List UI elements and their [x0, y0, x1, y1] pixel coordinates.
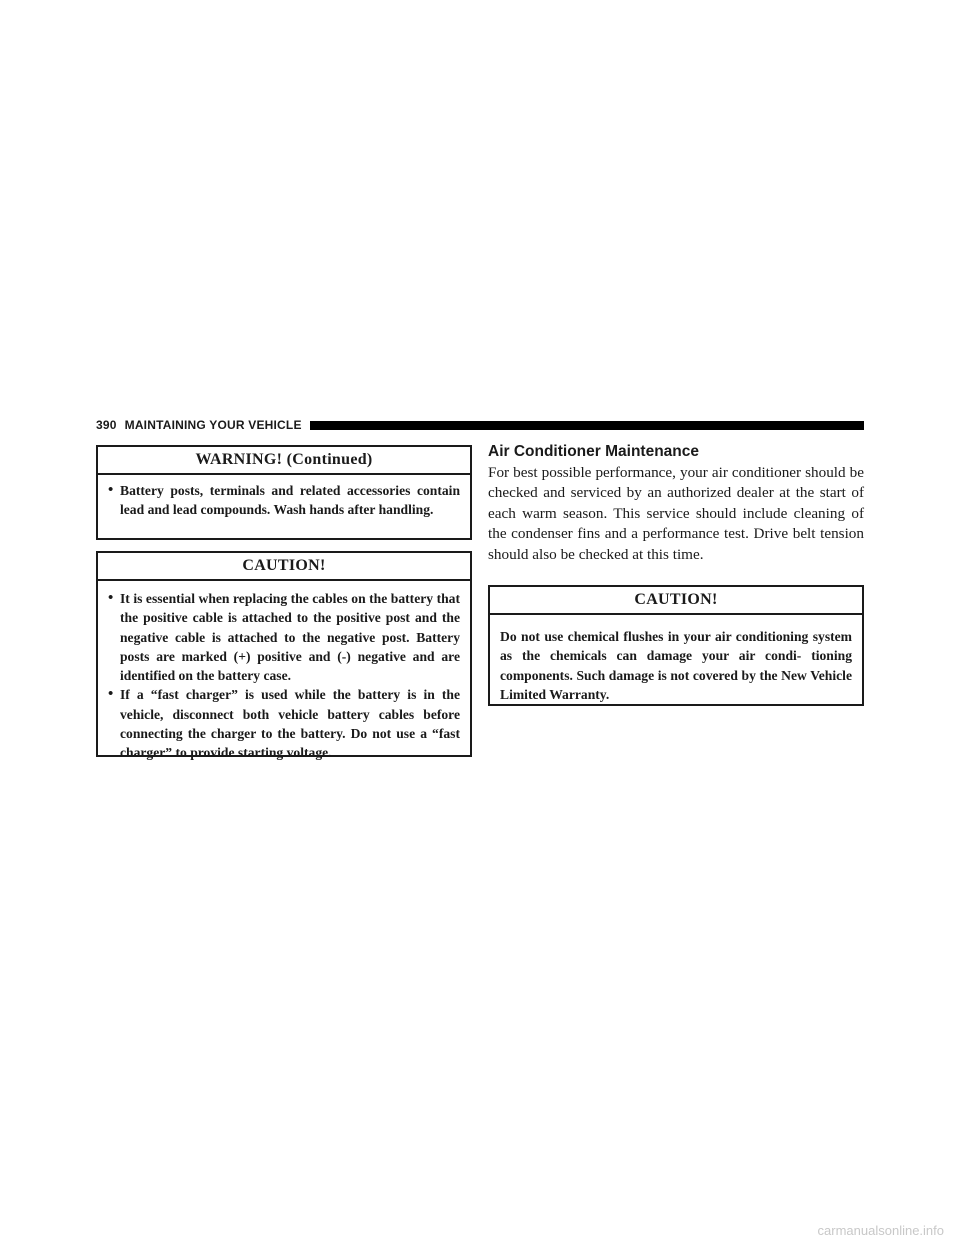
bullet-icon: • [108, 686, 114, 703]
warning-bullet-item [108, 481, 460, 520]
caution-box-ac [488, 585, 864, 706]
caution-bullet-text: It is essential when replacing the cables on the battery that the positive cable is attached to the positive post and the negative cable is attached to the negative post. Battery posts are marked (+) positive and (-) negative and are identified on the battery case. [120, 591, 460, 684]
warning-box-title: WARNING! (Continued) [98, 447, 470, 475]
caution-box-battery [96, 551, 472, 761]
caution-box-ac-title: CAUTION! [490, 587, 862, 615]
caution-bullet-item [108, 685, 460, 762]
ac-maintenance-paragraph: For best possible performance, your air conditioner should be checked and serviced by an authorized dealer at the start of each warm season. This service should include cleaning of the condenser fins and a performance test. Drive belt tension should also be checked at this time. [488, 464, 864, 563]
caution-bullet-item [108, 589, 460, 685]
caution-box-ac-text: Do not use chemical flushes in your air conditioning system as the chemicals can damage your air condi- tioning components. Such damage is not covered by the New Vehicle Limited Warranty. [500, 629, 852, 702]
footer-watermark: carmanualsonline.info [817, 1223, 944, 1238]
caution-box-title: CAUTION! [98, 553, 470, 581]
bullet-icon: • [108, 482, 114, 498]
caution-bullet-text: If a “fast charger” is used while the battery is in the vehicle, disconnect both vehicle battery cables before connecting the charger to the battery. Do not use a “fast charger” to provide starting voltage. [120, 687, 460, 761]
caution-box-body [98, 581, 470, 771]
page-number: 390 [96, 418, 117, 432]
page-header [96, 416, 864, 434]
warning-bullet-text: Battery posts, terminals and related accessories contain lead and lead compounds. Wash hands after handling. [120, 483, 460, 518]
bullet-icon: • [108, 590, 114, 606]
header-rule [310, 421, 864, 430]
warning-box-body [98, 475, 470, 528]
ac-maintenance-heading: Air Conditioner Maintenance [488, 443, 699, 460]
warning-box [96, 445, 472, 540]
section-title: MAINTAINING YOUR VEHICLE [124, 418, 302, 432]
